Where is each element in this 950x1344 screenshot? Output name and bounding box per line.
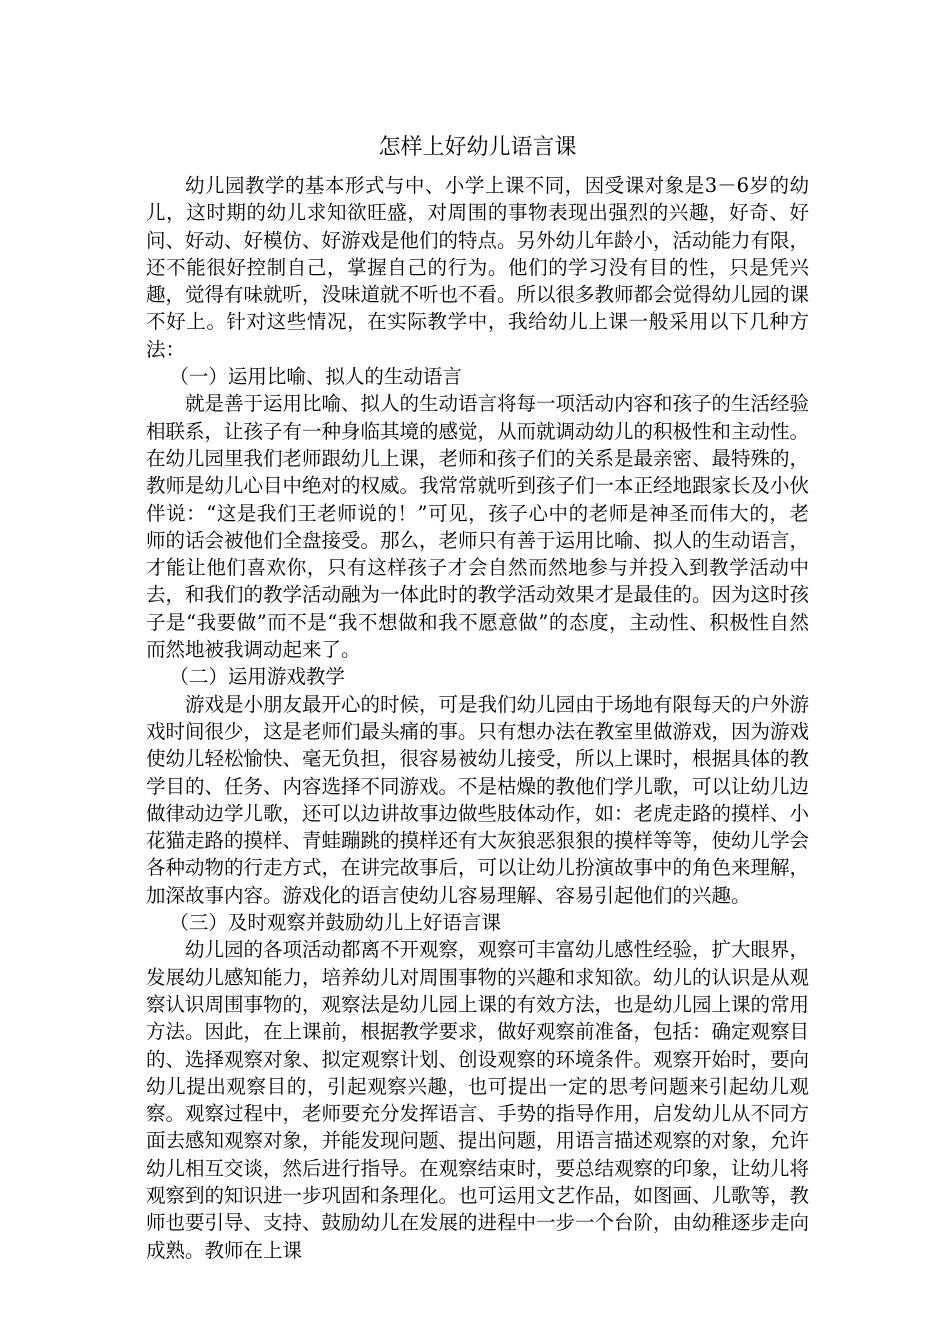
- document-body: [146, 128, 809, 1264]
- section-heading-1: （一）运用比喻、拟人的生动语言: [169, 365, 462, 389]
- section-1-paragraph: 就是善于运用比喻、拟人的生动语言将每一项活动内容和孩子的生活经验相联系，让孩子有一种身临其境的感觉，从而就调动幼儿的积极性和主动性。在幼儿园里我们老师跟幼儿上课，老师和孩子们的关系是最亲密、最特殊的，教师是幼儿心目中绝对的权威。我常常就听到孩子们一本正经地跟家长及小伙伴说：“这是我们王老师说的！”可见，孩子心中的老师是神圣而伟大的，老师的话会被他们全盘接受。那么，老师只有善于运用比喻、拟人的生动语言，才能让他们喜欢你，只有这样孩子才会自然而然地参与并投入到教学活动中去，和我们的教学活动融为一体此时的教学活动效果才是最佳的。因为这时孩子是“我要做”而不是“我不想做和我不愿意做”的态度，主动性、积极性自然而然地被我调动起来了。: [146, 392, 810, 662]
- document-title: 怎样上好幼儿语言课: [378, 135, 577, 160]
- section-2-paragraph: 游戏是小朋友最开心的时候，可是我们幼儿园由于场地有限每天的户外游戏时间很少，这是老师们最头痛的事。只有想办法在教室里做游戏，因为游戏使幼儿轻松愉快、毫无负担，很容易被幼儿接受，所以上课时，根据具体的教学目的、任务、内容选择不同游戏。不是枯燥的教他们学儿歌，可以让幼儿边做律动边学儿歌，还可以边讲故事边做些肢体动作，如：老虎走路的摸样、小花猫走路的摸样、青蛙蹦跳的摸样还有大灰狼恶狠狠的摸样等等，使幼儿学会各种动物的行走方式，在讲完故事后，可以让幼儿扮演故事中的角色来理解，加深故事内容。游戏化的语言使幼儿容易理解、容易引起他们的兴趣。: [146, 692, 810, 907]
- section-3-paragraph: 幼儿园的各项活动都离不开观察，观察可丰富幼儿感性经验，扩大眼界，发展幼儿感知能力，培养幼儿对周围事物的兴趣和求知欲。幼儿的认识是从观察认识周围事物的，观察法是幼儿园上课的有效方法，也是幼儿园上课的常用方法。因此，在上课前，根据教学要求，做好观察前准备，包括：确定观察目的、选择观察对象、拟定观察计划、创设观察的环境条件。观察开始时，要向幼儿提出观察目的，引起观察兴趣，也可提出一定的思考问题来引起幼儿观察。观察过程中，老师要充分发挥语言、手势的指导作用，启发幼儿从不同方面去感知观察对象，并能发现问题、提出问题，用语言描述观察的对象，允许幼儿相互交谈，然后进行指导。在观察结束时，要总结观察的印象，让幼儿将观察到的知识进一步巩固和条理化。也可运用文艺作品，如图画、儿歌等，教师也要引导、支持、鼓励幼儿在发展的进程中一步一个台阶，由幼稚逐步走向成熟。教师在上课: [146, 938, 810, 1262]
- intro-paragraph: 幼儿园教学的基本形式与中、小学上课不同，因受课对象是3－6岁的幼儿，这时期的幼儿求知欲旺盛，对周围的事物表现出强烈的兴趣，好奇、好问、好动、好模仿、好游戏是他们的特点。另外幼儿年龄小，活动能力有限，还不能很好控制自己，掌握自己的行为。他们的学习没有目的性，只是凭兴趣，觉得有味就听，没味道就不听也不看。所以很多教师都会觉得幼儿园的课不好上。针对这些情况，在实际教学中，我给幼儿上课一般采用以下几种方法：: [146, 174, 810, 361]
- section-heading-2: （二）运用游戏教学: [169, 665, 345, 689]
- section-heading-3: （三）及时观察并鼓励幼儿上好语言课: [169, 911, 501, 935]
